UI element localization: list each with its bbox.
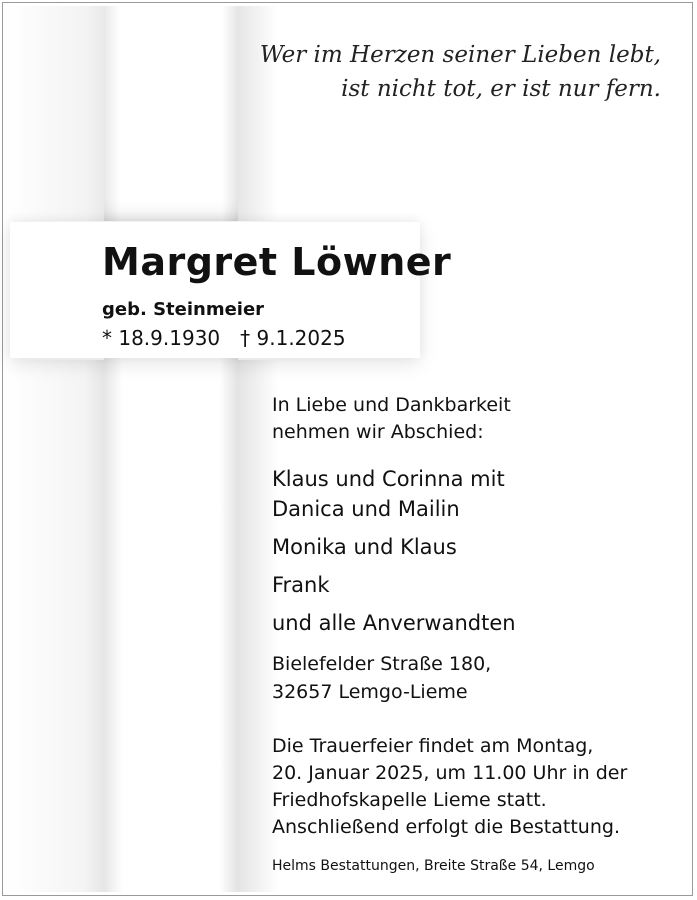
mourner-line: und alle Anverwandten: [272, 611, 516, 635]
address-city: 32657 Lemgo-Lieme: [272, 681, 468, 703]
mourner-line: Klaus und Corinna mit: [272, 467, 505, 491]
mourner-line: Monika und Klaus: [272, 535, 457, 559]
cross-upper-arm: [104, 6, 238, 221]
intro-line-1: In Liebe und Dankbarkeit: [272, 394, 511, 416]
mourner-line: Danica und Mailin: [272, 497, 460, 521]
undertaker-info: Helms Bestattungen, Breite Straße 54, Lemgo: [272, 858, 595, 874]
mourner-line: Frank: [272, 573, 330, 597]
service-line-3: Friedhofskapelle Lieme statt.: [272, 789, 547, 811]
cross-shadow-left-bottom: [6, 360, 104, 892]
cross-lower-arm: [104, 358, 238, 892]
memorial-quote: [241, 38, 661, 106]
mourners-list: [272, 464, 516, 638]
funeral-service-info: [272, 733, 627, 841]
service-line-4: Anschließend erfolgt die Bestattung.: [272, 816, 620, 838]
maiden-name: geb. Steinmeier: [102, 299, 265, 320]
family-address: [272, 650, 491, 706]
birth-date: * 18.9.1930: [102, 326, 221, 350]
quote-line-1: Wer im Herzen seiner Lieben lebt,: [259, 42, 661, 68]
service-line-2: 20. Januar 2025, um 11.00 Uhr in der: [272, 762, 628, 784]
intro-line-2: nehmen wir Abschied:: [272, 421, 484, 443]
cross-shadow-left-top: [6, 6, 106, 221]
farewell-intro: [272, 392, 511, 446]
deceased-name: Margret Löwner: [102, 240, 452, 284]
address-street: Bielefelder Straße 180,: [272, 653, 492, 675]
quote-line-2: ist nicht tot, er ist nur fern.: [341, 76, 661, 102]
life-dates: [102, 326, 346, 350]
service-line-1: Die Trauerfeier findet am Montag,: [272, 735, 594, 757]
death-date: † 9.1.2025: [240, 326, 346, 350]
